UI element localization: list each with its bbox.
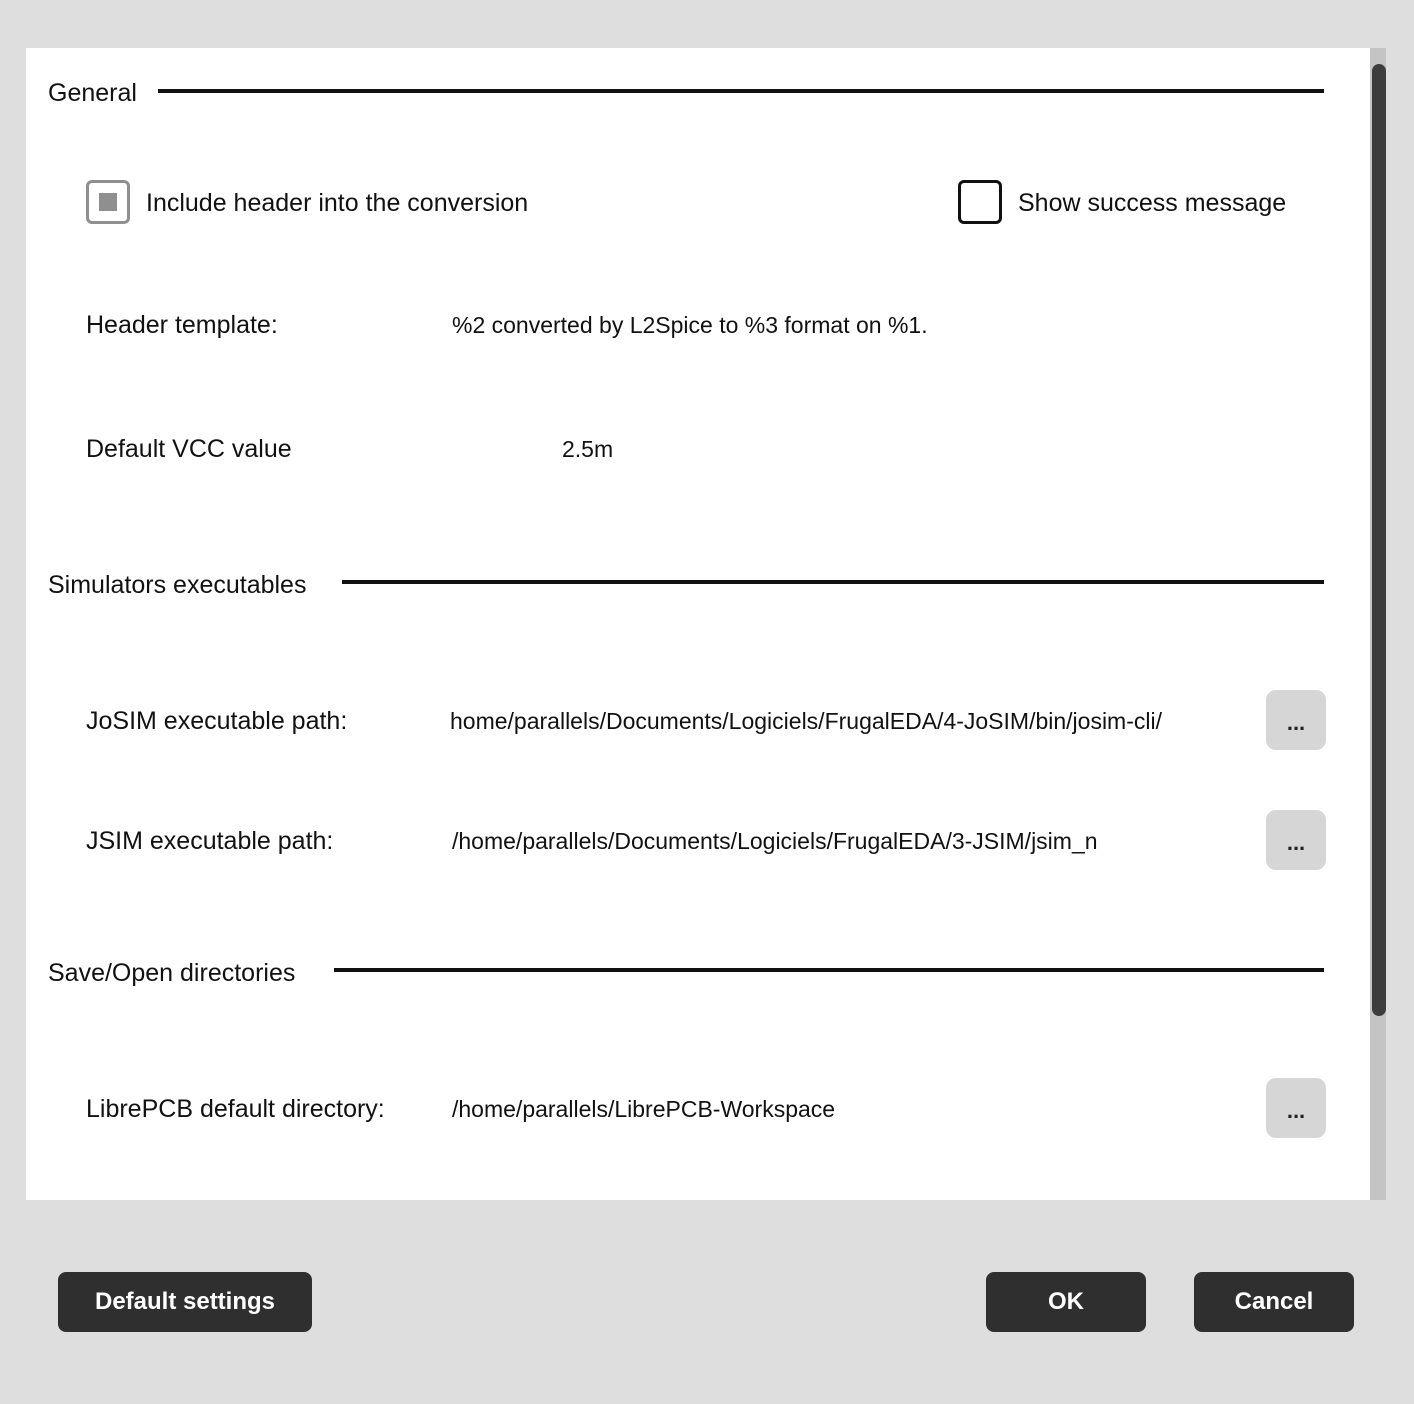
section-title-simulators: Simulators executables bbox=[48, 571, 307, 599]
section-title-general: General bbox=[48, 79, 137, 107]
default-vcc-label: Default VCC value bbox=[86, 435, 292, 463]
librepcb-dir-input[interactable]: /home/parallels/LibrePCB-Workspace bbox=[452, 1096, 836, 1122]
default-settings-button[interactable]: Default settings bbox=[58, 1272, 312, 1332]
section-divider-directories bbox=[334, 968, 1324, 972]
josim-browse-button[interactable]: ... bbox=[1266, 690, 1326, 750]
header-template-input[interactable]: %2 converted by L2Spice to %3 format on %1. bbox=[452, 312, 928, 338]
jsim-path-input[interactable]: /home/parallels/Documents/Logiciels/FrugalEDA/3-JSIM/jsim_n bbox=[452, 828, 1098, 854]
librepcb-dir-label: LibrePCB default directory: bbox=[86, 1095, 385, 1123]
josim-path-label: JoSIM executable path: bbox=[86, 707, 348, 735]
section-divider-simulators bbox=[342, 580, 1324, 584]
header-template-label: Header template: bbox=[86, 311, 278, 339]
settings-scroll-area bbox=[26, 48, 1370, 1200]
default-vcc-input[interactable]: 2.5m bbox=[562, 436, 614, 462]
section-title-directories: Save/Open directories bbox=[48, 959, 296, 987]
jsim-path-label: JSIM executable path: bbox=[86, 827, 334, 855]
josim-path-input[interactable]: /home/parallels/Documents/Logiciels/FrugalEDA/4-JoSIM/bin/josim-cli bbox=[450, 708, 1162, 734]
show-success-label[interactable]: Show success message bbox=[1018, 189, 1287, 217]
section-divider-general bbox=[158, 89, 1324, 93]
show-success-checkbox[interactable] bbox=[958, 180, 1002, 224]
include-header-label[interactable]: Include header into the conversion bbox=[146, 189, 529, 217]
librepcb-browse-button[interactable]: ... bbox=[1266, 1078, 1326, 1138]
jsim-browse-button[interactable]: ... bbox=[1266, 810, 1326, 870]
cancel-button[interactable]: Cancel bbox=[1194, 1272, 1354, 1332]
scrollbar-thumb[interactable] bbox=[1372, 64, 1386, 1016]
ok-button[interactable]: OK bbox=[986, 1272, 1146, 1332]
include-header-checkbox[interactable] bbox=[86, 180, 130, 224]
